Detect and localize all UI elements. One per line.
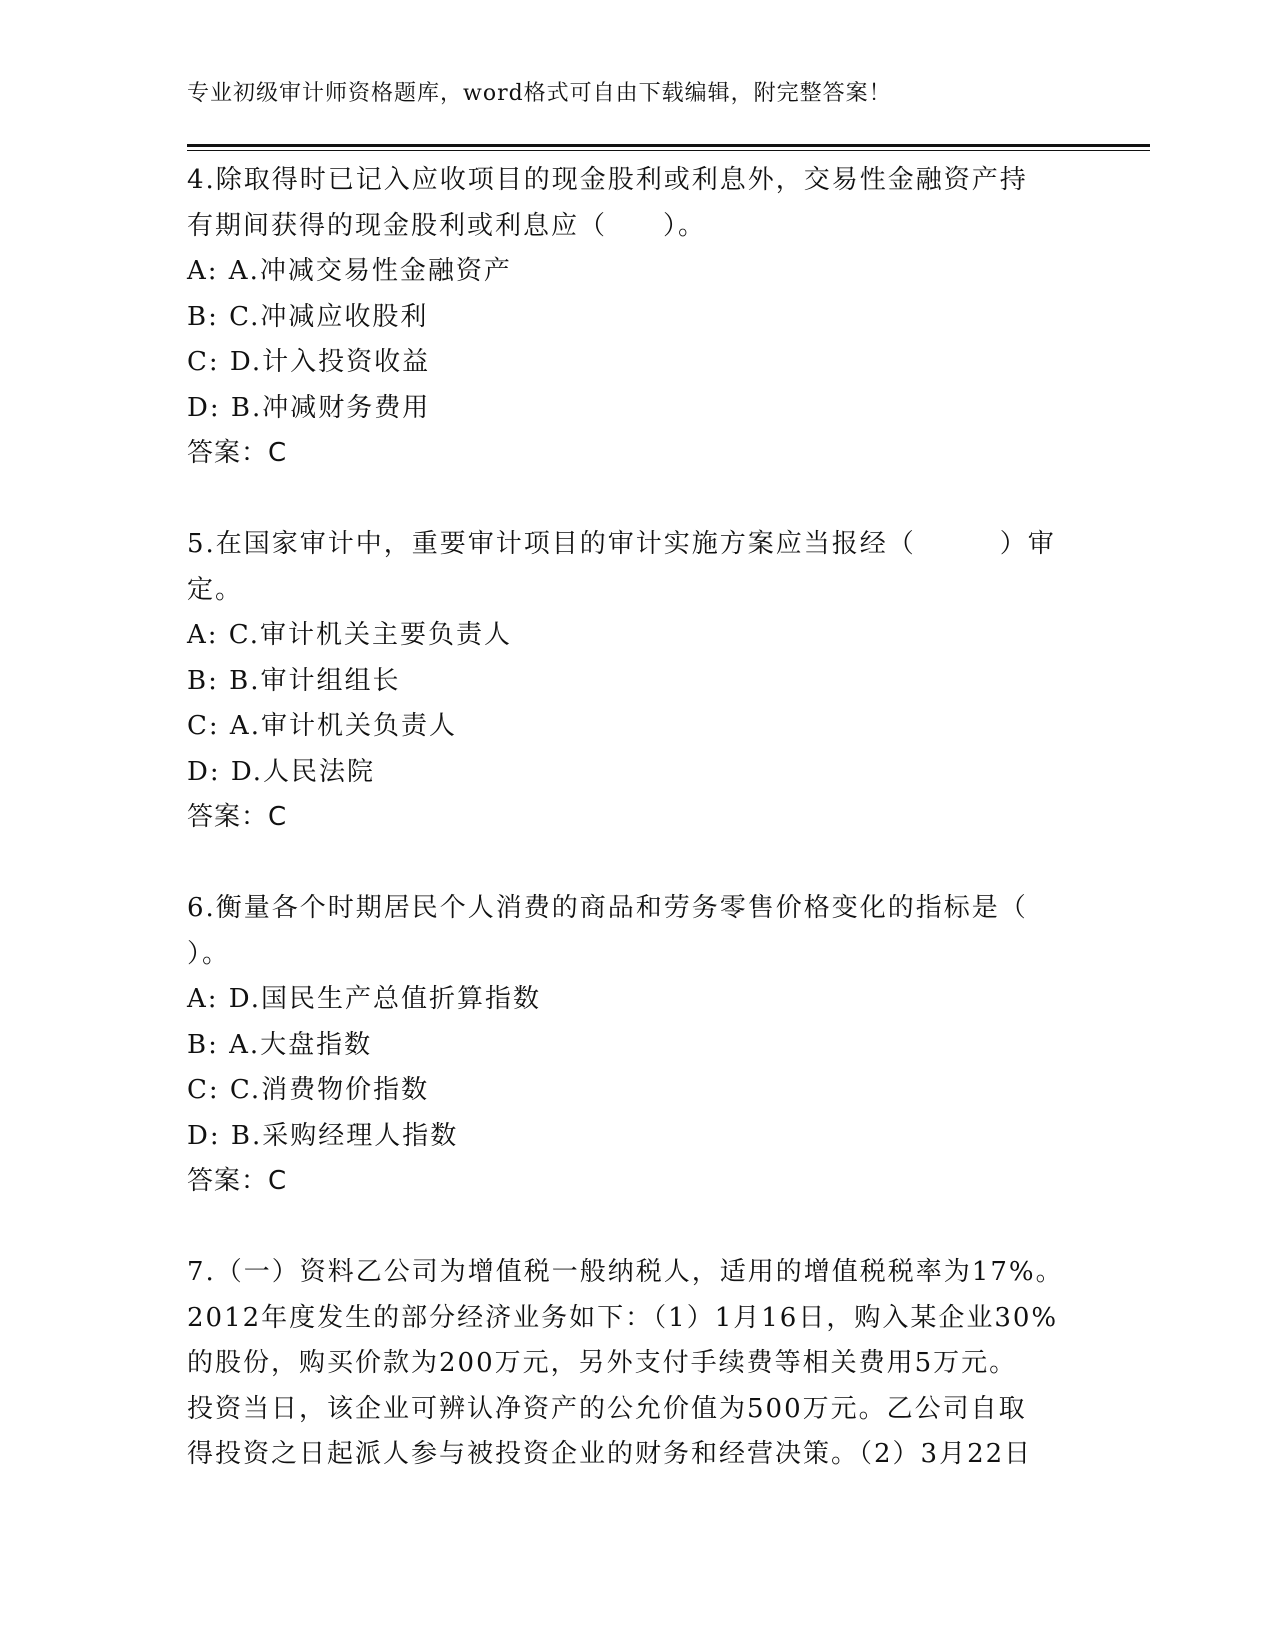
page-header: 专业初级审计师资格题库，word格式可自由下载编辑，附完整答案！: [187, 81, 892, 106]
question-stem-line: 定。: [187, 574, 244, 605]
question-stem-line: 7.（一）资料乙公司为增值税一般纳税人，适用的增值税税率为17%。: [187, 1257, 1064, 1287]
header-rule-thin: [187, 150, 1150, 151]
header-rule-thick: [187, 144, 1150, 147]
question-stem-line: 6.衡量各个时期居民个人消费的商品和劳务零售价格变化的指标是（: [187, 893, 1028, 923]
question-7: [187, 1250, 1087, 1478]
question-5: [187, 522, 1087, 841]
option-b: B: B.审计组组长: [187, 665, 401, 696]
option-b: B: A.大盘指数: [187, 1029, 373, 1060]
question-stem-line: 4.除取得时已记入应收项目的现金股利或利息外，交易性金融资产持: [187, 165, 1028, 195]
question-stem-line: 得投资之日起派人参与被投资企业的财务和经营决策。（2）3月22日: [187, 1439, 1033, 1469]
option-c: C: D.计入投资收益: [187, 347, 431, 377]
question-stem-line: 5.在国家审计中，重要审计项目的审计实施方案应当报经（ ）审: [187, 529, 1056, 559]
question-4: [187, 158, 1087, 477]
answer: 答案：C: [187, 802, 288, 832]
option-b: B: C.冲减应收股利: [187, 301, 429, 332]
option-c: C: A.审计机关负责人: [187, 711, 457, 741]
question-list: [187, 158, 1087, 1478]
option-c: C: C.消费物价指数: [187, 1075, 430, 1105]
question-stem-line: 有期间获得的现金股利或利息应（ ）。: [187, 210, 707, 241]
option-d: D: D.人民法院: [187, 756, 376, 787]
question-stem-line: 2012年度发生的部分经济业务如下：（1）1月16日，购入某企业30%: [187, 1302, 1059, 1333]
option-a: A: A.冲减交易性金融资产: [187, 256, 512, 286]
question-stem-line: ）。: [187, 938, 231, 969]
option-a: A: C.审计机关主要负责人: [187, 620, 513, 650]
answer: 答案：C: [187, 438, 288, 468]
option-a: A: D.国民生产总值折算指数: [187, 984, 541, 1014]
answer: 答案：C: [187, 1166, 288, 1196]
question-stem-line: 投资当日，该企业可辨认净资产的公允价值为500万元。乙公司自取: [187, 1393, 1027, 1424]
question-6: [187, 886, 1087, 1205]
option-d: D: B.采购经理人指数: [187, 1120, 459, 1151]
question-stem-line: 的股份，购买价款为200万元，另外支付手续费等相关费用5万元。: [187, 1348, 1018, 1378]
option-d: D: B.冲减财务费用: [187, 392, 431, 423]
